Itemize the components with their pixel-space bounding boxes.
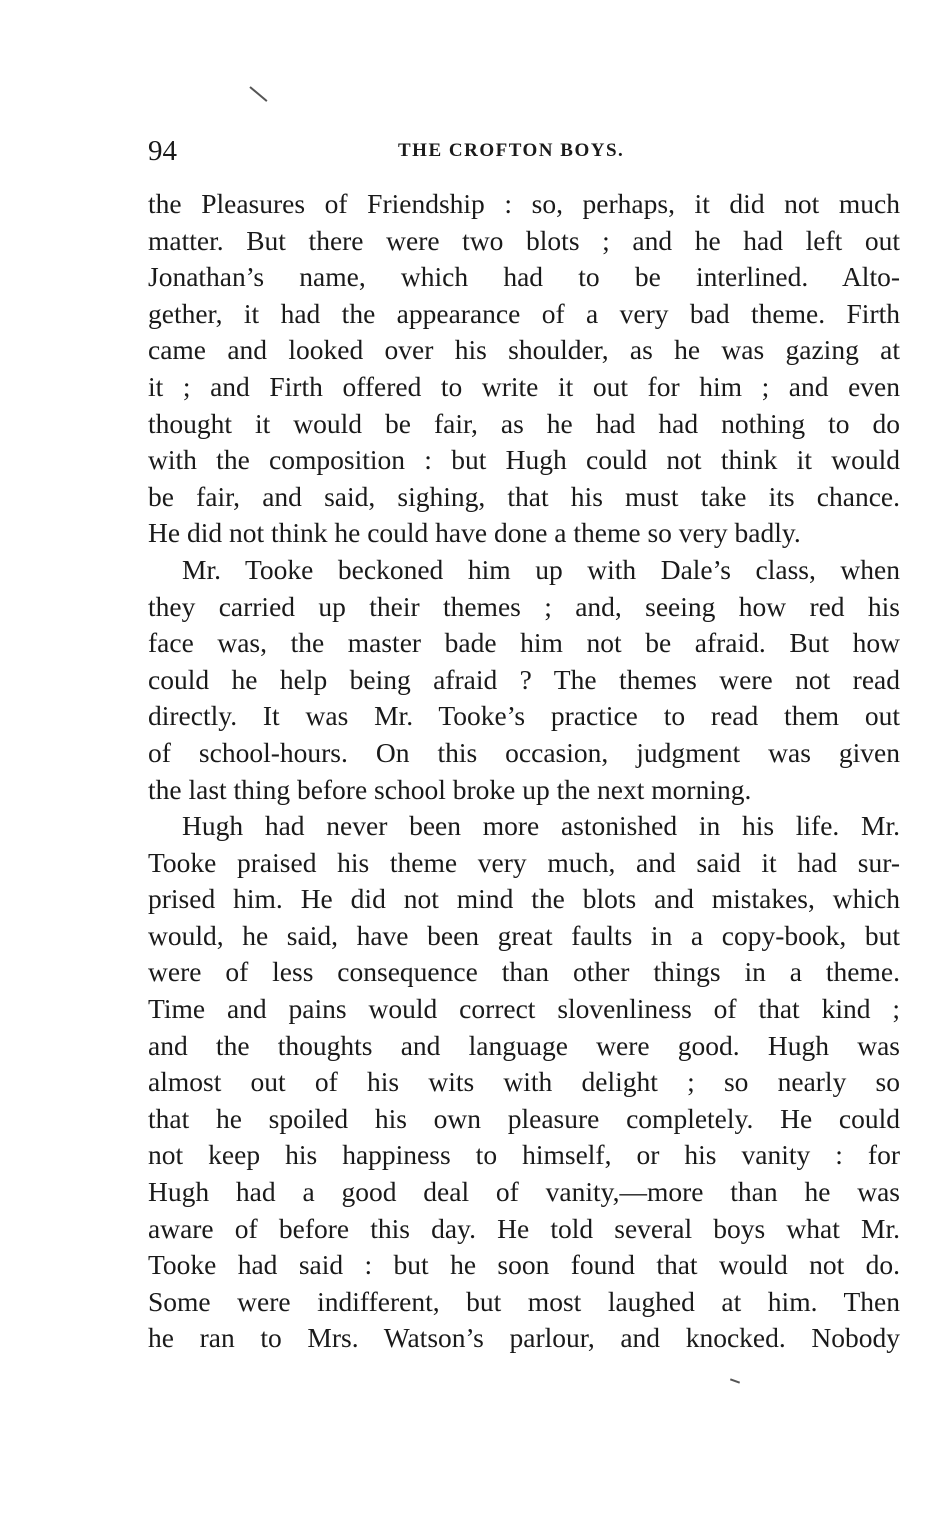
text-line: Some were indifferent, but most laughed at him. Then: [148, 1285, 900, 1317]
text-line: face was, the master bade him not be afraid. But how: [148, 627, 900, 659]
text-line: Mr. Tooke beckoned him up with Dale’s class, when: [182, 553, 900, 585]
text-line: matter. But there were two blots ; and he had left out: [148, 224, 900, 256]
page-header: [148, 135, 900, 175]
text-line: the last thing before school broke up the next morning.: [148, 773, 752, 805]
text-line: gether, it had the appearance of a very bad theme. Firth: [148, 297, 900, 329]
text-line: thought it would be fair, as he had had nothing to do: [148, 407, 900, 439]
text-line: directly. It was Mr. Tooke’s practice to read them out: [148, 700, 900, 732]
text-line: Jonathan’s name, which had to be interlined. Alto-: [148, 261, 900, 293]
text-line: came and looked over his shoulder, as he was gazing at: [148, 334, 900, 366]
text-line: Tooke praised his theme very much, and said it had sur-: [148, 846, 900, 878]
stray-mark: [249, 86, 267, 102]
text-line: almost out of his wits with delight ; so nearly so: [148, 1066, 900, 1098]
stray-mark: [730, 1378, 740, 1383]
text-line: and the thoughts and language were good. Hugh was: [148, 1029, 900, 1061]
text-line: Tooke had said : but he soon found that would not do.: [148, 1249, 900, 1281]
text-line: not keep his happiness to himself, or his vanity : for: [148, 1139, 900, 1171]
text-line: of school-hours. On this occasion, judgment was given: [148, 736, 900, 768]
text-line: with the composition : but Hugh could not think it would: [148, 444, 900, 476]
text-line: would, he said, have been great faults in a copy-book, but: [148, 919, 900, 951]
text-line: Time and pains would correct slovenliness of that kind ;: [148, 993, 900, 1025]
text-line: that he spoiled his own pleasure completely. He could: [148, 1102, 900, 1134]
text-line: the Pleasures of Friendship : so, perhaps, it did not much: [148, 188, 900, 219]
running-head: THE CROFTON BOYS.: [398, 140, 625, 161]
text-line: it ; and Firth offered to write it out for him ; and even: [148, 370, 900, 402]
text-line: they carried up their themes ; and, seeing how red his: [148, 590, 900, 622]
text-line: Hugh had never been more astonished in his life. Mr.: [182, 810, 900, 842]
text-line: were of less consequence than other things in a theme.: [148, 956, 900, 988]
text-line: could he help being afraid ? The themes were not read: [148, 663, 900, 695]
text-line: prised him. He did not mind the blots and mistakes, which: [148, 883, 900, 915]
text-line: He did not think he could have done a theme so very badly.: [148, 517, 801, 549]
text-line: aware of before this day. He told several boys what Mr.: [148, 1212, 900, 1244]
body-text: [148, 186, 900, 1357]
text-line: be fair, and said, sighing, that his must take its chance.: [148, 480, 900, 512]
text-line: Hugh had a good deal of vanity,—more than he was: [148, 1176, 900, 1208]
page-number: 94: [148, 135, 177, 167]
text-line: he ran to Mrs. Watson’s parlour, and knocked. Nobody: [148, 1322, 900, 1354]
